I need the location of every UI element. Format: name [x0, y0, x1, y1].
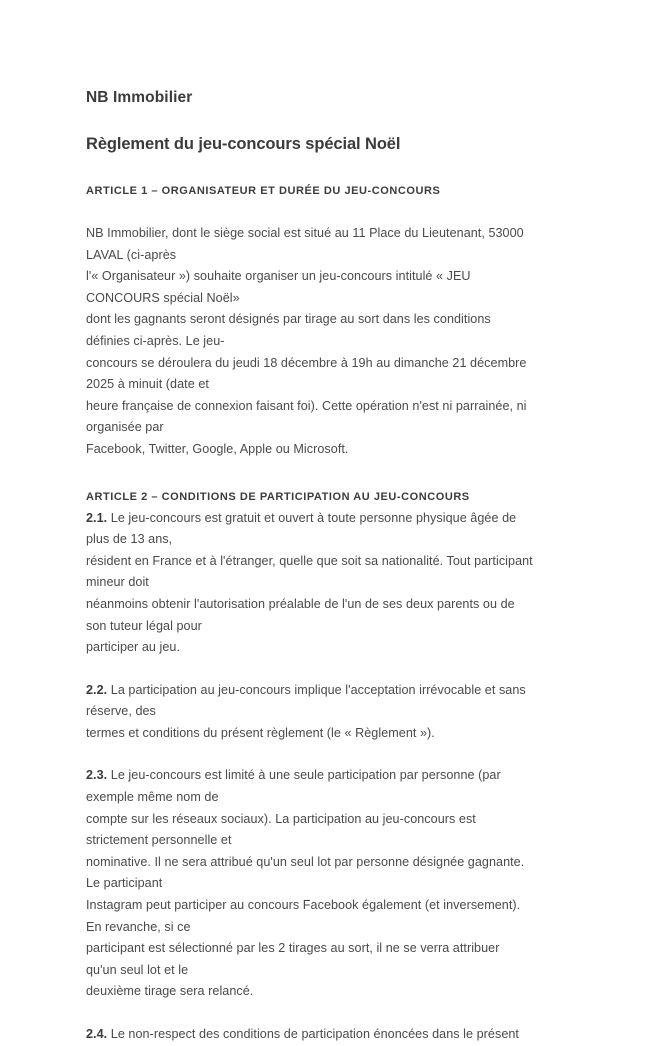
text-line: Instagram peut participer au concours Facebook également (et inversement). — [86, 898, 521, 913]
text-line: résident en France et à l'étranger, quelle que soit sa nationalité. Tout participant — [86, 553, 533, 568]
text-line: participer au jeu. — [86, 640, 181, 655]
text-run: La participation au jeu-concours implique l'acceptation irrévocable et sans — [107, 682, 526, 697]
text-line: son tuteur légal pour — [86, 618, 202, 633]
text-line: nominative. Il ne sera attribué qu'un seul lot par personne désignée gagnante. — [86, 854, 525, 869]
text-line: CONCOURS spécial Noël» — [86, 290, 240, 305]
text-line: néanmoins obtenir l'autorisation préalable de l'un de ses deux parents ou de — [86, 596, 515, 611]
text-line — [86, 508, 568, 530]
text-run: Le non-respect des conditions de participation énoncées dans le présent — [107, 1027, 519, 1041]
text-line: exemple même nom de — [86, 790, 219, 805]
text-line: compte sur les réseaux sociaux). La participation au jeu-concours est — [86, 811, 476, 826]
document-subtitle: Règlement du jeu-concours spécial Noël — [86, 135, 401, 153]
text-line: LAVAL (ci-après — [86, 247, 177, 262]
text-line: mineur doit — [86, 575, 149, 590]
clause-number-2-2: 2.2. — [86, 682, 108, 697]
clause-number-2-3: 2.3. — [86, 768, 108, 783]
text-line: termes et conditions du présent règlement (le « Règlement »). — [86, 725, 435, 740]
text-line: participant est sélectionné par les 2 tirages au sort, il ne se verra attribuer — [86, 941, 500, 956]
text-line: plus de 13 ans, — [86, 532, 173, 547]
text-line: définies ci-après. Le jeu- — [86, 333, 225, 348]
paragraph-2-4 — [86, 1024, 568, 1046]
text-line: NB Immobilier, dont le siège social est situé au 11 Place du Lieutenant, 53000 — [86, 226, 524, 240]
text-line — [86, 680, 568, 702]
clause-number-2-4: 2.4. — [86, 1027, 108, 1041]
text-line: organisée par — [86, 420, 164, 435]
text-line: dont les gagnants seront désignés par tirage au sort dans les conditions — [86, 312, 491, 327]
text-line: concours se déroulera du jeudi 18 décembre à 19h au dimanche 21 décembre — [86, 355, 527, 370]
page-title: NB Immobilier — [86, 89, 193, 106]
text-line: qu'un seul lot et le — [86, 962, 189, 977]
text-line: l'« Organisateur ») souhaite organiser un jeu-concours intitulé « JEU — [86, 269, 471, 284]
text-line: réserve, des — [86, 704, 156, 719]
paragraph-2-3 — [86, 765, 568, 1003]
paragraph-article1-intro — [86, 223, 568, 461]
text-line: heure française de connexion faisant foi). Cette opération n'est ni parrainée, ni — [86, 398, 527, 413]
text-line: strictement personnelle et — [86, 833, 232, 848]
text-run: Le jeu-concours est gratuit et ouvert à toute personne physique âgée de — [107, 510, 517, 525]
text-line: Le participant — [86, 876, 163, 891]
text-line: Facebook, Twitter, Google, Apple ou Microsoft. — [86, 441, 349, 456]
text-line — [86, 1024, 568, 1046]
text-run: Le jeu-concours est limité à une seule participation par personne (par — [107, 768, 501, 783]
text-line: 2025 à minuit (date et — [86, 377, 209, 392]
paragraph-2-1 — [86, 508, 568, 659]
text-line: deuxième tirage sera relancé. — [86, 984, 254, 999]
clause-number-2-1: 2.1. — [86, 510, 108, 525]
article-heading-1: ARTICLE 1 – ORGANISATEUR ET DURÉE DU JEU-CONCOURS — [86, 185, 441, 197]
text-line — [86, 765, 568, 787]
paragraph-2-2 — [86, 680, 568, 745]
text-line: En revanche, si ce — [86, 919, 191, 934]
article-heading-2: ARTICLE 2 – CONDITIONS DE PARTICIPATION AU JEU-CONCOURS — [86, 490, 470, 503]
